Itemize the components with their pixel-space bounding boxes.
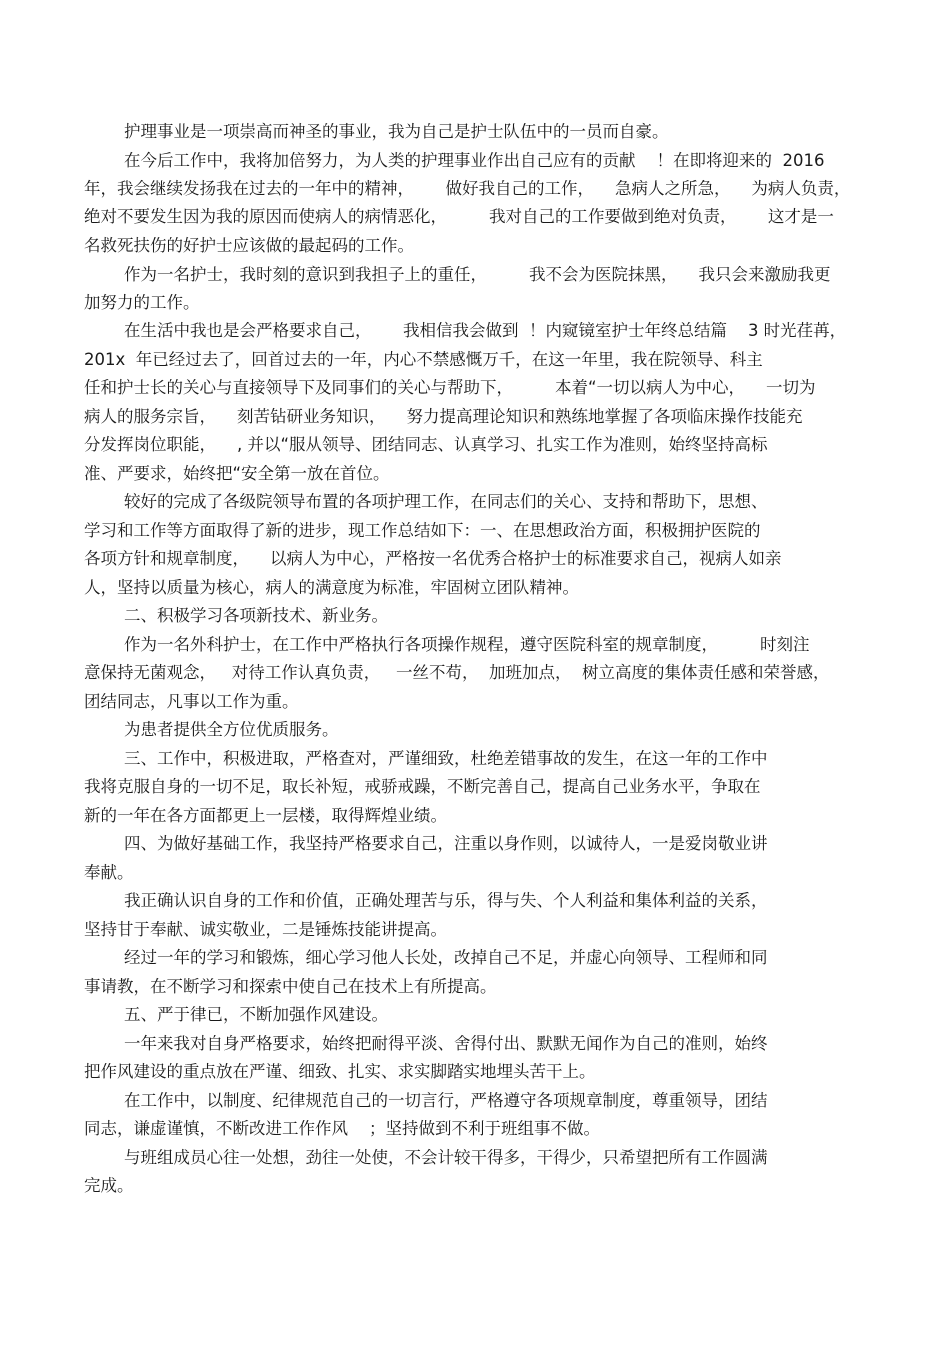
text-line: 完成。 bbox=[84, 1176, 134, 1195]
text-line: 坚持甘于奉献、诚实敬业，二是锤炼技能讲提高。 bbox=[84, 920, 447, 939]
text-line: 一年来我对自身严格要求，始终把耐得平淡、舍得付出、默默无闻作为自己的准则，始终 bbox=[124, 1034, 768, 1053]
text-line: 二、积极学习各项新技术、新业务。 bbox=[124, 606, 388, 625]
text-line: 分发挥岗位职能， , 并以“服从领导、团结同志、认真学习、扎实工作为准则，始终坚持高标 bbox=[84, 435, 768, 454]
text-line: 把作风建设的重点放在严谨、细致、扎实、求实脚踏实地埋头苦干上。 bbox=[84, 1062, 596, 1081]
text-line: 加努力的工作。 bbox=[84, 293, 200, 312]
text-line: 年，我会继续发扬我在过去的一年中的精神， 做好我自己的工作， 急病人之所急， 为病人负责， bbox=[84, 179, 851, 198]
text-line: 新的一年在各方面都更上一层楼，取得辉煌业绩。 bbox=[84, 806, 447, 825]
text-line: 我正确认识自身的工作和价值，正确处理苦与乐，得与失、个人利益和集体利益的关系， bbox=[124, 891, 768, 910]
text-line: 团结同志，凡事以工作为重。 bbox=[84, 692, 299, 711]
text-line: 在工作中，以制度、纪律规范自己的一切言行，严格遵守各项规章制度，尊重领导，团结 bbox=[124, 1091, 768, 1110]
text-line: 三、工作中，积极进取，严格查对，严谨细致，杜绝差错事故的发生，在这一年的工作中 bbox=[124, 749, 768, 768]
text-line: 同志，谦虚谨慎，不断改进工作作风 ；坚持做到不利于班组事不做。 bbox=[84, 1119, 600, 1138]
text-line: 名救死扶伤的好护士应该做的最起码的工作。 bbox=[84, 236, 414, 255]
text-line: 作为一名护士，我时刻的意识到我担子上的重任， 我不会为医院抹黑， 我只会来激励我更 bbox=[124, 265, 831, 284]
text-line: 人，坚持以质量为核心，病人的满意度为标准，牢固树立团队精神。 bbox=[84, 578, 579, 597]
text-line: 作为一名外科护士，在工作中严格执行各项操作规程，遵守医院科室的规章制度， 时刻注 bbox=[124, 635, 810, 654]
text-line: 较好的完成了各级院领导布置的各项护理工作，在同志们的关心、支持和帮助下，思想、 bbox=[124, 492, 768, 511]
text-line: 护理事业是一项崇高而神圣的事业，我为自己是护士队伍中的一员而自豪。 bbox=[124, 122, 669, 141]
text-line: 我将克服自身的一切不足，取长补短，戒骄戒躁，不断完善自己，提高自己业务水平，争取在 bbox=[84, 777, 761, 796]
text-line: 201x 年已经过去了，回首过去的一年，内心不禁感慨万千，在这一年里，我在院领导、科主 bbox=[84, 350, 763, 369]
text-line: 四、为做好基础工作，我坚持严格要求自己，注重以身作则，以诚待人，一是爱岗敬业讲 bbox=[124, 834, 768, 853]
text-line: 事请教，在不断学习和探索中使自己在技术上有所提高。 bbox=[84, 977, 497, 996]
text-line: 各项方针和规章制度， 以病人为中心，严格按一名优秀合格护士的标准要求自己，视病人如亲 bbox=[84, 549, 782, 568]
text-line: 经过一年的学习和锻炼，细心学习他人长处，改掉自己不足，并虚心向领导、工程师和同 bbox=[124, 948, 768, 967]
text-line: 五、严于律已，不断加强作风建设。 bbox=[124, 1005, 388, 1024]
text-line: 与班组成员心往一处想，劲往一处使，不会计较干得多，干得少，只希望把所有工作圆满 bbox=[124, 1148, 768, 1167]
text-line: 为患者提供全方位优质服务。 bbox=[124, 720, 339, 739]
text-line: 学习和工作等方面取得了新的进步，现工作总结如下：一、在思想政治方面，积极拥护医院的 bbox=[84, 521, 761, 540]
text-line: 意保持无菌观念， 对待工作认真负责， 一丝不苟， 加班加点， 树立高度的集体责任感和荣誉感， bbox=[84, 663, 830, 682]
text-line: 准、严要求，始终把“安全第一放在首位。 bbox=[84, 464, 390, 483]
text-line: 在生活中我也是会严格要求自己， 我相信我会做到 ！内窥镜室护士年终总结篇 3 时光荏苒， bbox=[124, 321, 847, 340]
text-line: 任和护士长的关心与直接领导下及同事们的关心与帮助下， 本着“一切以病人为中心， 一切为 bbox=[84, 378, 816, 397]
text-line: 奉献。 bbox=[84, 863, 134, 882]
text-line: 绝对不要发生因为我的原因而使病人的病情恶化， 我对自己的工作要做到绝对负责， 这才是一 bbox=[84, 207, 834, 226]
text-line: 病人的服务宗旨， 刻苦钻研业务知识， 努力提高理论知识和熟练地掌握了各项临床操作技能充 bbox=[84, 407, 803, 426]
text-line: 在今后工作中，我将加倍努力，为人类的护理事业作出自己应有的贡献 ！在即将迎来的 2016 bbox=[124, 151, 825, 170]
